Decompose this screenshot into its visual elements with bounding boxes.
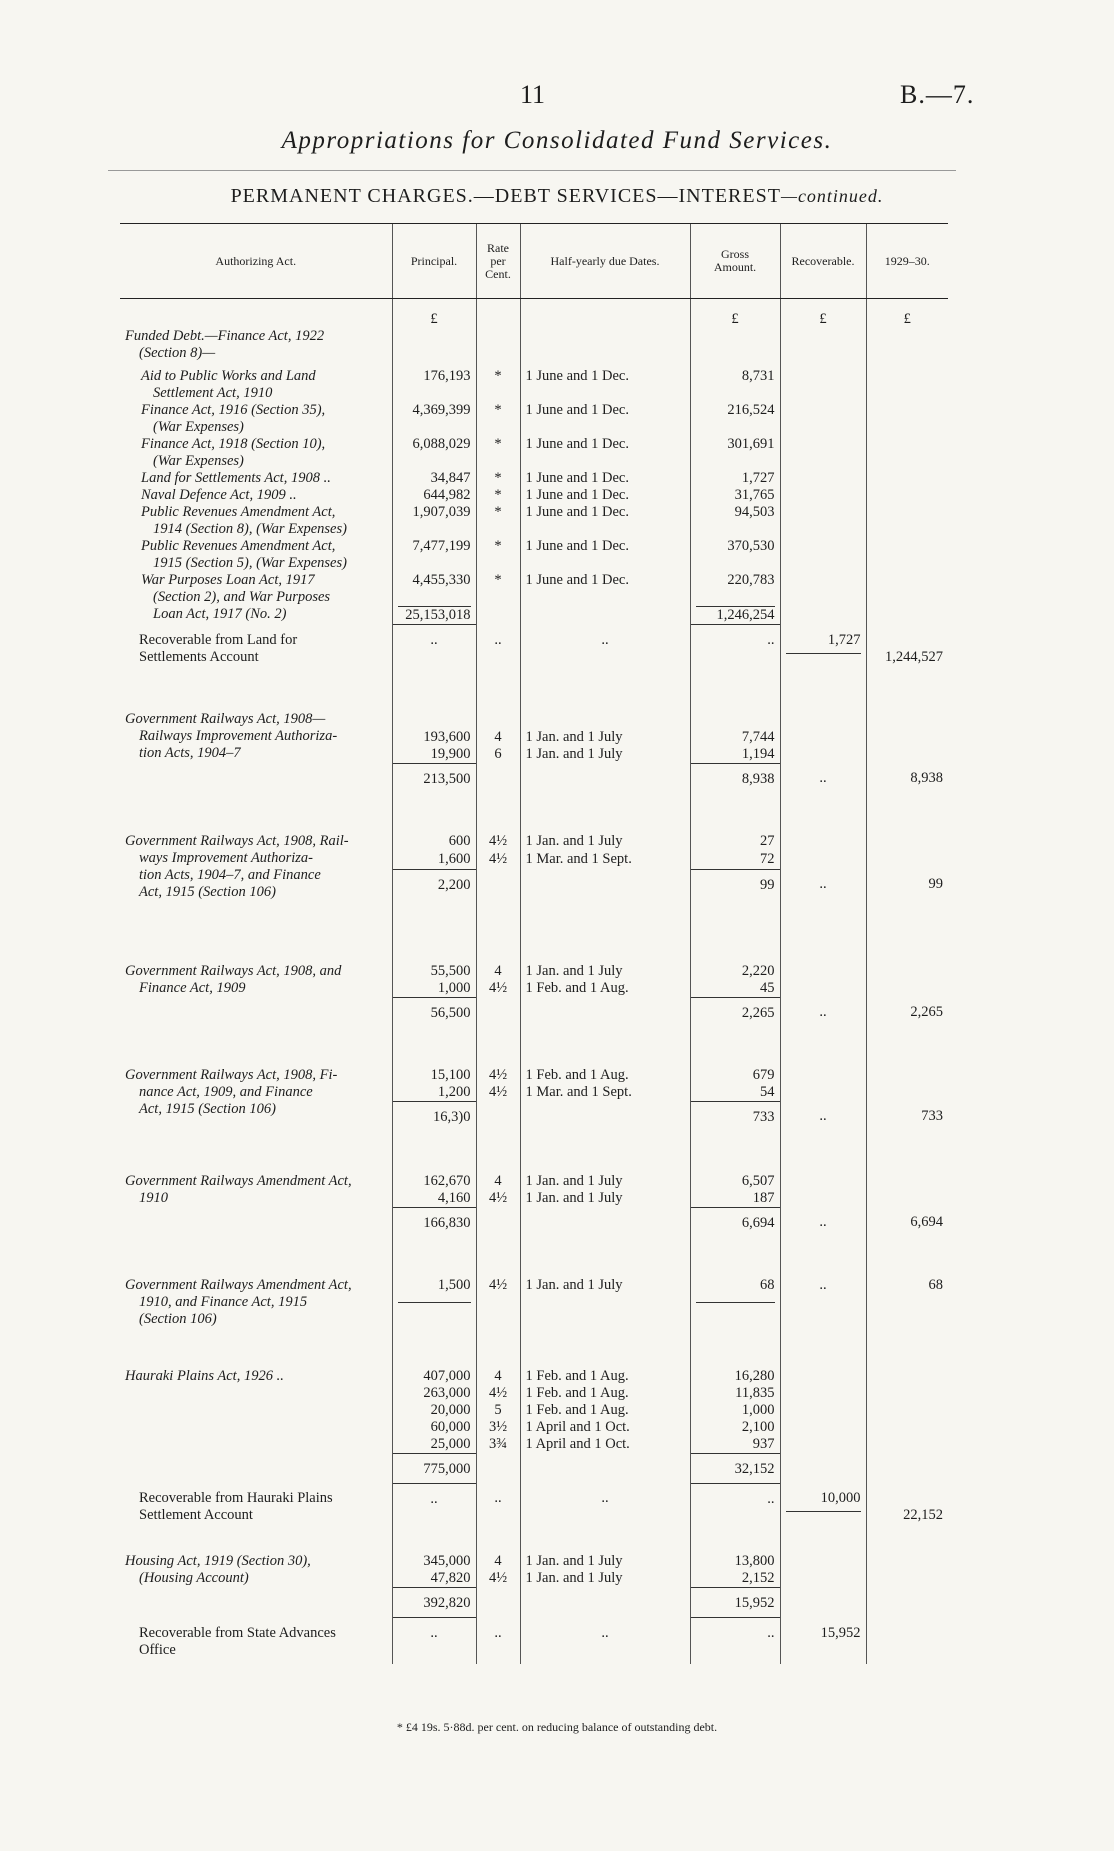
page-title: Appropriations for Consolidated Fund Services. (281, 127, 833, 154)
table-row: Government Railways Amendment Act, 1910, and Finance Act, 1915 (Section 106) 1,500 4½ 1 Jan. and 1 July 68 .. 68 (120, 1277, 948, 1328)
act-name: Government Railways Act, 1908, Rail- ways Improvement Authoriza- tion Acts, 1904–7, and Finance Act, 1915 (Section 106) (125, 832, 349, 900)
table-row: 19,900 6 1 Jan. and 1 July 1,194 (120, 746, 948, 764)
total-principal: 25,153,018 (398, 606, 471, 624)
table-row: 1,600 4½ 1 Mar. and 1 Sept. 72 (120, 851, 948, 870)
act-name: Recoverable from State Advances Office (139, 1624, 336, 1658)
section-subtitle: PERMANENT CHARGES.—DEBT SERVICES—INTEREST—continued. (230, 185, 884, 207)
act-name: Government Railways Amendment Act, 1910, and Finance Act, 1915 (Section 106) (125, 1276, 352, 1327)
total-row: 2,200 99 .. 99 (120, 869, 948, 900)
table-row: War Purposes Loan Act, 1917 (Section 2), and War Purposes Loan Act, 1917 (No. 2) 4,455,330 25,153,018 * 1 June and 1 Dec. 220,783 1,246,254 (120, 572, 948, 625)
act-name: Housing Act, 1919 (Section 30), (Housing Account) (125, 1553, 311, 1586)
unit-recoverable: £ (780, 299, 866, 369)
unit-principal: £ (392, 299, 476, 369)
total-row: 775,000 32,152 (120, 1453, 948, 1483)
unit-year: £ (866, 299, 948, 369)
act-name: Recoverable from Land for Settlements Account (139, 631, 298, 665)
table-row: 47,820 4½ 1 Jan. and 1 July 2,152 (120, 1570, 948, 1588)
table-row: Land for Settlements Act, 1908 .. 34,847 * 1 June and 1 Dec. 1,727 (120, 470, 948, 487)
act-name: Recoverable from Hauraki Plains Settlement Account (139, 1490, 333, 1523)
document-reference: B.—7. (900, 80, 975, 109)
col-gross: Gross Amount. (690, 224, 780, 299)
table-row: Finance Act, 1916 (Section 35), (War Expenses) 4,369,399 * 1 June and 1 Dec. 216,524 (120, 402, 948, 436)
act-name: Government Railways Act, 1908— Railways Improvement Authoriza- tion Acts, 1904–7 (125, 710, 338, 761)
recoverable-amount: 10,000 (780, 1483, 866, 1529)
recoverable-row: Recoverable from State Advances Office .. .. .. .. 15,952 (120, 1618, 948, 1664)
act-name: Government Railways Amendment Act, 1910 (125, 1172, 352, 1206)
col-year: 1929–30. (866, 224, 948, 299)
table-row: 1,000 4½ 1 Feb. and 1 Aug. 45 (120, 980, 948, 998)
total-row: 392,820 15,952 (120, 1588, 948, 1618)
table-row: Finance Act, 1918 (Section 10), (War Expenses) 6,088,029 * 1 June and 1 Dec. 301,691 (120, 436, 948, 470)
table-header-row (120, 224, 948, 299)
col-recoverable: Recoverable. (780, 224, 866, 299)
table-row: Public Revenues Amendment Act, 1914 (Section 8), (War Expenses) 1,907,039 * 1 June and 1 Dec. 94,503 (120, 504, 948, 538)
col-rate: Rate per Cent. (476, 224, 520, 299)
table-row: Government Railways Act, 1908, Rail- ways Improvement Authoriza- tion Acts, 1904–7, and Finance Act, 1915 (Section 106) 600 4½ 1 Jan. and 1 July 27 (120, 833, 948, 851)
table-row: 4,160 4½ 1 Jan. and 1 July 187 (120, 1190, 948, 1208)
table-row: 1,200 4½ 1 Mar. and 1 Sept. 54 (120, 1084, 948, 1102)
act-name: Naval Defence Act, 1909 .. (141, 487, 297, 503)
act-name: Finance Act, 1918 (Section 10), (War Expenses) (141, 436, 326, 469)
table-row: 263,000 4½ 1 Feb. and 1 Aug. 11,835 (120, 1385, 948, 1402)
table-row: 20,000 5 1 Feb. and 1 Aug. 1,000 (120, 1402, 948, 1419)
year-amount: 1,244,527 (866, 625, 948, 671)
recoverable-row: Recoverable from Land for Settlements Account .. .. .. .. 1,727 1,244,527 (120, 625, 948, 671)
year-amount: 22,152 (866, 1483, 948, 1529)
total-row: 213,500 8,938 .. 8,938 (120, 763, 948, 793)
act-name: Aid to Public Works and Land Settlement Act, 1910 (141, 368, 316, 401)
table-row: Naval Defence Act, 1909 .. 644,982 * 1 June and 1 Dec. 31,765 (120, 487, 948, 504)
table-row: Housing Act, 1919 (Section 30), (Housing Account) 345,000 4 1 Jan. and 1 July 13,800 (120, 1553, 948, 1570)
table-row: Hauraki Plains Act, 1926 .. 407,000 4 1 Feb. and 1 Aug. 16,280 (120, 1368, 948, 1385)
total-gross: 1,246,254 (696, 606, 775, 624)
act-name: Public Revenues Amendment Act, 1914 (Section 8), (War Expenses) (141, 504, 347, 537)
table-row: 25,000 3¾ 1 April and 1 Oct. 937 (120, 1436, 948, 1454)
total-row: 56,500 2,265 .. 2,265 (120, 997, 948, 1027)
table-row: Government Railways Act, 1908, and Finance Act, 1909 55,500 4 1 Jan. and 1 July 2,220 (120, 963, 948, 980)
col-authorizing-act: Authorizing Act. (120, 224, 392, 299)
table-row: 60,000 3½ 1 April and 1 Oct. 2,100 (120, 1419, 948, 1436)
act-name: Government Railways Act, 1908, Fi- nance Act, 1909, and Finance Act, 1915 (Section 106) (125, 1066, 338, 1117)
act-name: Funded Debt.—Finance Act, 1922 (Section 8)— (125, 328, 325, 361)
table-row: Aid to Public Works and Land Settlement Act, 1910 176,193 * 1 June and 1 Dec. 8,731 (120, 368, 948, 402)
title-rule (108, 170, 956, 171)
table-row: Government Railways Act, 1908, Fi- nance Act, 1909, and Finance Act, 1915 (Section 106) 15,100 4½ 1 Feb. and 1 Aug. 679 (120, 1067, 948, 1084)
recoverable-amount: 1,727 (780, 625, 866, 671)
table-row: Government Railways Act, 1908— Railways Improvement Authoriza- tion Acts, 1904–7 193,600 4 1 Jan. and 1 July 7,744 (120, 711, 948, 746)
unit-gross: £ (690, 299, 780, 369)
act-name: Government Railways Act, 1908, and Finance Act, 1909 (125, 962, 342, 996)
act-name: War Purposes Loan Act, 1917 (Section 2), and War Purposes Loan Act, 1917 (No. 2) (141, 572, 331, 622)
act-name: Hauraki Plains Act, 1926 .. (125, 1367, 284, 1384)
recoverable-row: Recoverable from Hauraki Plains Settlement Account .. .. .. .. 10,000 22,152 (120, 1483, 948, 1529)
table-row (120, 299, 948, 369)
col-dates: Half-yearly due Dates. (520, 224, 690, 299)
table-row: Government Railways Amendment Act, 1910 162,670 4 1 Jan. and 1 July 6,507 (120, 1173, 948, 1190)
col-principal: Principal. (392, 224, 476, 299)
footnote: * £4 19s. 5·88d. per cent. on reducing balance of outstanding debt. (396, 1720, 718, 1734)
page-number: 11 (520, 80, 546, 109)
total-row: 166,830 6,694 .. 6,694 (120, 1207, 948, 1237)
act-name: Land for Settlements Act, 1908 .. (141, 470, 331, 486)
act-name: Finance Act, 1916 (Section 35), (War Expenses) (141, 402, 326, 435)
total-row: 16,3)0 733 .. 733 (120, 1101, 948, 1131)
interest-table (120, 223, 948, 1664)
table-row: Public Revenues Amendment Act, 1915 (Section 5), (War Expenses) 7,477,199 * 1 June and 1 Dec. 370,530 (120, 538, 948, 572)
act-name: Public Revenues Amendment Act, 1915 (Section 5), (War Expenses) (141, 538, 347, 571)
recoverable-amount: 15,952 (780, 1618, 866, 1664)
